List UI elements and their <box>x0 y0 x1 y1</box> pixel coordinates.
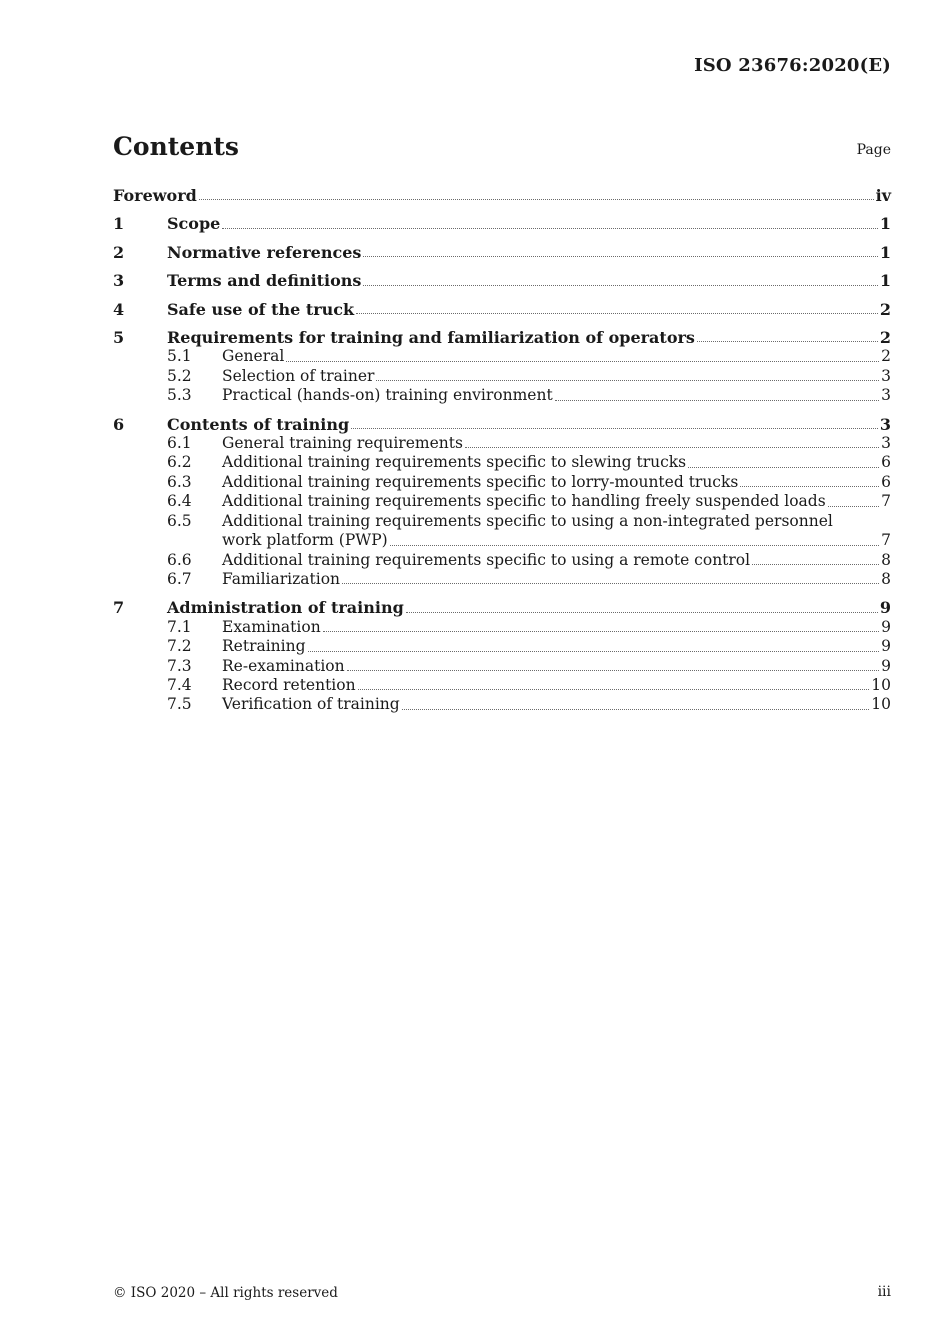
toc-title: Normative references <box>167 242 362 262</box>
toc-entry-6-1[interactable] <box>113 434 891 453</box>
dot-leader <box>363 285 877 286</box>
toc-number: 7.4 <box>167 675 192 694</box>
dot-leader <box>286 361 879 362</box>
toc-entry-foreword[interactable] <box>113 186 891 205</box>
toc-entry-5-3[interactable] <box>113 386 891 405</box>
toc-title: Administration of training <box>167 598 404 618</box>
dot-leader <box>406 612 878 613</box>
toc-page: 10 <box>871 675 891 694</box>
toc-page: 6 <box>881 472 891 491</box>
toc-page: 7 <box>881 531 891 550</box>
toc-number: 6.2 <box>167 453 192 472</box>
dot-leader <box>376 380 879 381</box>
toc-entry-1[interactable] <box>113 214 891 233</box>
toc-number: 2 <box>113 242 125 262</box>
toc-page: 3 <box>881 386 891 405</box>
toc-title: General <box>222 347 285 366</box>
toc-title: Requirements for training and familiarization of operators <box>167 328 695 348</box>
toc-title: Additional training requirements specific to using a remote control <box>222 550 751 569</box>
toc-entry-6-2[interactable] <box>113 453 891 472</box>
toc-page: 10 <box>871 695 891 714</box>
toc-entry-7-4[interactable] <box>113 676 891 695</box>
toc-title: Contents of training <box>167 414 350 434</box>
dot-leader <box>308 651 880 652</box>
toc-page: 1 <box>879 214 891 234</box>
toc-title: Terms and definitions <box>167 271 362 291</box>
toc-page: 1 <box>879 242 891 262</box>
toc-title: Examination <box>222 617 321 636</box>
toc-entry-3[interactable] <box>113 271 891 290</box>
dot-leader <box>323 631 879 632</box>
toc-number: 6 <box>113 414 125 434</box>
dot-leader <box>465 447 879 448</box>
toc-entry-5-2[interactable] <box>113 367 891 386</box>
dot-leader <box>752 564 879 565</box>
toc-title: Re-examination <box>222 656 345 675</box>
toc-page: 7 <box>881 492 891 511</box>
toc-page: 9 <box>879 598 891 618</box>
dot-leader <box>342 583 879 584</box>
document-id: ISO 23676:2020(E) <box>694 55 891 76</box>
dot-leader <box>688 467 879 468</box>
toc-number: 6.1 <box>167 434 192 453</box>
toc-page: 9 <box>881 656 891 675</box>
dot-leader <box>402 709 870 710</box>
dot-leader <box>356 313 878 314</box>
toc-number: 3 <box>113 271 125 291</box>
toc-entry-6[interactable] <box>113 415 891 434</box>
toc-page: 2 <box>881 347 891 366</box>
toc-title: Additional training requirements specific to handling freely suspended loads <box>222 492 826 511</box>
toc-number: 6.5 <box>167 511 192 530</box>
toc-page: 3 <box>881 434 891 453</box>
toc-number: 7.1 <box>167 617 192 636</box>
dot-leader <box>358 689 870 690</box>
toc-title: Verification of training <box>222 695 400 714</box>
toc-number: 7.2 <box>167 637 192 656</box>
toc-number: 7.5 <box>167 695 192 714</box>
toc-number: 5.2 <box>167 366 192 385</box>
dot-leader <box>347 670 880 671</box>
toc-entry-7-5[interactable] <box>113 695 891 714</box>
dot-leader <box>828 506 879 507</box>
toc-page: 6 <box>881 453 891 472</box>
toc-number: 4 <box>113 299 125 319</box>
toc-number: 6.6 <box>167 550 192 569</box>
toc-entry-6-3[interactable] <box>113 473 891 492</box>
toc-entry-6-4[interactable] <box>113 492 891 511</box>
toc-page: 8 <box>881 569 891 588</box>
dot-leader <box>697 341 878 342</box>
dot-leader <box>351 428 878 429</box>
toc-page: 9 <box>881 637 891 656</box>
toc-page: 2 <box>879 299 891 319</box>
toc-entry-7-1[interactable] <box>113 618 891 637</box>
toc-entry-6-5[interactable] <box>113 512 891 551</box>
toc-number: 5 <box>113 328 125 348</box>
toc-title: Retraining <box>222 637 306 656</box>
dot-leader <box>740 486 879 487</box>
toc-number: 6.4 <box>167 492 192 511</box>
dot-leader <box>222 228 878 229</box>
toc-number: 6.3 <box>167 472 192 491</box>
toc-title: Familiarization <box>222 569 341 588</box>
toc-number: 5.1 <box>167 347 192 366</box>
toc-title: Practical (hands-on) training environment <box>222 386 553 405</box>
toc-number: 7 <box>113 598 125 618</box>
toc-page: 8 <box>881 550 891 569</box>
table-of-contents <box>113 186 891 715</box>
toc-page: 3 <box>881 366 891 385</box>
toc-title: Additional training requirements specific to slewing trucks <box>222 453 687 472</box>
toc-page: 3 <box>879 414 891 434</box>
dot-leader <box>555 400 879 401</box>
toc-entry-2[interactable] <box>113 243 891 262</box>
toc-number: 6.7 <box>167 569 192 588</box>
page-column-label: Page <box>856 142 891 158</box>
dot-leader <box>199 199 874 200</box>
toc-number: 7.3 <box>167 656 192 675</box>
toc-entry-5-1[interactable] <box>113 347 891 366</box>
toc-page: 9 <box>881 617 891 636</box>
toc-title: Scope <box>167 214 221 234</box>
toc-number: 5.3 <box>167 386 192 405</box>
toc-entry-5[interactable] <box>113 328 891 347</box>
dot-leader <box>390 545 879 546</box>
toc-entry-6-6[interactable] <box>113 551 891 570</box>
toc-entry-7-3[interactable] <box>113 657 891 676</box>
toc-title-line-1: Additional training requirements specific to using a non-integrated personnel <box>222 511 833 530</box>
toc-title: Selection of trainer <box>222 366 375 385</box>
toc-number: 1 <box>113 214 125 234</box>
toc-title: Foreword <box>113 186 197 205</box>
toc-entry-4[interactable] <box>113 300 891 319</box>
toc-title-line-2: work platform (PWP) <box>222 531 388 550</box>
page-title: Contents <box>113 132 240 161</box>
toc-title: Safe use of the truck <box>167 299 355 319</box>
dot-leader <box>363 256 877 257</box>
toc-page: 1 <box>879 271 891 291</box>
toc-entry-7-2[interactable] <box>113 637 891 656</box>
page-number: iii <box>877 1284 891 1300</box>
toc-entry-7[interactable] <box>113 598 891 617</box>
toc-page: 2 <box>879 328 891 348</box>
toc-page: iv <box>875 186 891 205</box>
toc-title: Additional training requirements specific to lorry-mounted trucks <box>222 472 739 491</box>
toc-title: General training requirements <box>222 434 463 453</box>
toc-entry-6-7[interactable] <box>113 570 891 589</box>
copyright-notice: © ISO 2020 – All rights reserved <box>113 1285 338 1301</box>
toc-title: Record retention <box>222 675 356 694</box>
